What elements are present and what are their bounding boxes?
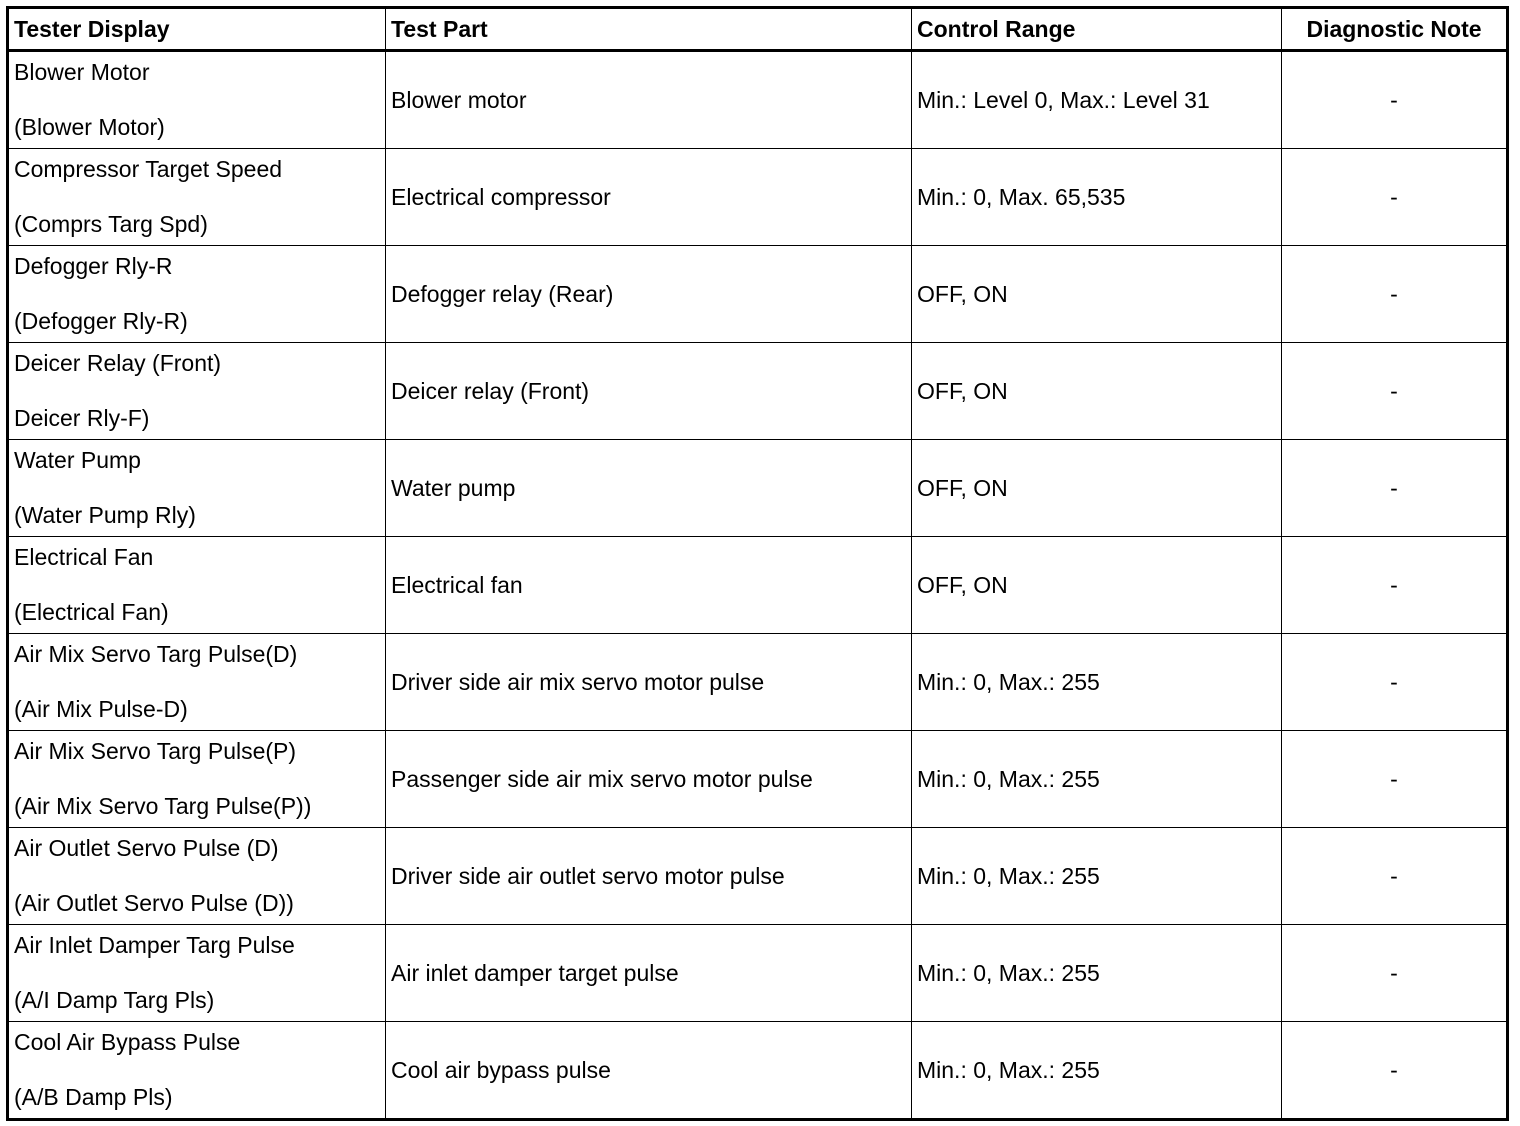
tester-display-cell bbox=[8, 1022, 386, 1120]
tester-display-abbreviation: (Water Pump Rly) bbox=[14, 502, 196, 528]
test-part-cell: Blower motor bbox=[386, 51, 912, 149]
actuation-test-table bbox=[6, 6, 1509, 1121]
tester-display-cell bbox=[8, 246, 386, 343]
test-part-cell: Deicer relay (Front) bbox=[386, 343, 912, 440]
tester-display-abbreviation: (A/I Damp Targ Pls) bbox=[14, 987, 215, 1013]
diagnostic-note-cell: - bbox=[1282, 149, 1508, 246]
control-range-cell: Min.: 0, Max.: 255 bbox=[912, 828, 1282, 925]
header-row bbox=[8, 8, 1508, 51]
table-row bbox=[8, 440, 1508, 537]
tester-display-name: Cool Air Bypass Pulse bbox=[14, 1029, 241, 1055]
control-range-cell: Min.: 0, Max.: 255 bbox=[912, 925, 1282, 1022]
header-control-range: Control Range bbox=[912, 8, 1282, 51]
tester-display-name: Defogger Rly-R bbox=[14, 253, 173, 279]
diagnostic-note-cell: - bbox=[1282, 634, 1508, 731]
table-row bbox=[8, 343, 1508, 440]
test-part-cell: Driver side air mix servo motor pulse bbox=[386, 634, 912, 731]
test-part-cell: Cool air bypass pulse bbox=[386, 1022, 912, 1120]
control-range-cell: Min.: 0, Max. 65,535 bbox=[912, 149, 1282, 246]
tester-display-name: Deicer Relay (Front) bbox=[14, 350, 222, 376]
diagnostic-note-cell: - bbox=[1282, 440, 1508, 537]
diagnostic-note-cell: - bbox=[1282, 51, 1508, 149]
tester-display-name: Blower Motor bbox=[14, 59, 150, 85]
diagnostic-note-cell: - bbox=[1282, 828, 1508, 925]
tester-display-name: Electrical Fan bbox=[14, 544, 154, 570]
tester-display-cell bbox=[8, 343, 386, 440]
test-part-cell: Electrical compressor bbox=[386, 149, 912, 246]
control-range-cell: Min.: 0, Max.: 255 bbox=[912, 731, 1282, 828]
table-row bbox=[8, 51, 1508, 149]
tester-display-abbreviation: (Air Mix Pulse-D) bbox=[14, 696, 188, 722]
control-range-cell: OFF, ON bbox=[912, 343, 1282, 440]
control-range-cell: OFF, ON bbox=[912, 246, 1282, 343]
header-diagnostic-note: Diagnostic Note bbox=[1282, 8, 1508, 51]
tester-display-name: Air Mix Servo Targ Pulse(P) bbox=[14, 738, 297, 764]
diagnostic-note-cell: - bbox=[1282, 1022, 1508, 1120]
table-row bbox=[8, 149, 1508, 246]
tester-display-name: Air Outlet Servo Pulse (D) bbox=[14, 835, 279, 861]
test-part-cell: Electrical fan bbox=[386, 537, 912, 634]
diagnostic-note-cell: - bbox=[1282, 731, 1508, 828]
diagnostic-note-cell: - bbox=[1282, 537, 1508, 634]
tester-display-name: Water Pump bbox=[14, 447, 141, 473]
table-row bbox=[8, 925, 1508, 1022]
tester-display-cell bbox=[8, 925, 386, 1022]
tester-display-abbreviation: (Electrical Fan) bbox=[14, 599, 169, 625]
diagnostic-note-cell: - bbox=[1282, 343, 1508, 440]
tester-display-abbreviation: Deicer Rly-F) bbox=[14, 405, 150, 431]
control-range-cell: Min.: 0, Max.: 255 bbox=[912, 634, 1282, 731]
tester-display-cell bbox=[8, 731, 386, 828]
test-part-cell: Air inlet damper target pulse bbox=[386, 925, 912, 1022]
control-range-cell: OFF, ON bbox=[912, 537, 1282, 634]
tester-display-abbreviation: (Air Outlet Servo Pulse (D)) bbox=[14, 890, 294, 916]
tester-display-cell bbox=[8, 51, 386, 149]
diagnostic-note-cell: - bbox=[1282, 925, 1508, 1022]
table-row bbox=[8, 246, 1508, 343]
diagnostic-note-cell: - bbox=[1282, 246, 1508, 343]
tester-display-cell bbox=[8, 828, 386, 925]
table-row bbox=[8, 537, 1508, 634]
tester-display-cell bbox=[8, 537, 386, 634]
table-row bbox=[8, 1022, 1508, 1120]
header-tester-display: Tester Display bbox=[8, 8, 386, 51]
tester-display-name: Air Inlet Damper Targ Pulse bbox=[14, 932, 295, 958]
test-part-cell: Defogger relay (Rear) bbox=[386, 246, 912, 343]
table-row bbox=[8, 731, 1508, 828]
tester-display-cell bbox=[8, 440, 386, 537]
table-row bbox=[8, 828, 1508, 925]
tester-display-abbreviation: (Comprs Targ Spd) bbox=[14, 211, 208, 237]
tester-display-name: Compressor Target Speed bbox=[14, 156, 283, 182]
tester-display-cell bbox=[8, 149, 386, 246]
test-part-cell: Driver side air outlet servo motor pulse bbox=[386, 828, 912, 925]
tester-display-abbreviation: (Blower Motor) bbox=[14, 114, 165, 140]
table-row bbox=[8, 634, 1508, 731]
tester-display-abbreviation: (Defogger Rly-R) bbox=[14, 308, 188, 334]
tester-display-name: Air Mix Servo Targ Pulse(D) bbox=[14, 641, 298, 667]
control-range-cell: Min.: Level 0, Max.: Level 31 bbox=[912, 51, 1282, 149]
control-range-cell: Min.: 0, Max.: 255 bbox=[912, 1022, 1282, 1120]
tester-display-cell bbox=[8, 634, 386, 731]
header-test-part: Test Part bbox=[386, 8, 912, 51]
tester-display-abbreviation: (Air Mix Servo Targ Pulse(P)) bbox=[14, 793, 312, 819]
test-part-cell: Water pump bbox=[386, 440, 912, 537]
control-range-cell: OFF, ON bbox=[912, 440, 1282, 537]
test-part-cell: Passenger side air mix servo motor pulse bbox=[386, 731, 912, 828]
tester-display-abbreviation: (A/B Damp Pls) bbox=[14, 1084, 173, 1110]
